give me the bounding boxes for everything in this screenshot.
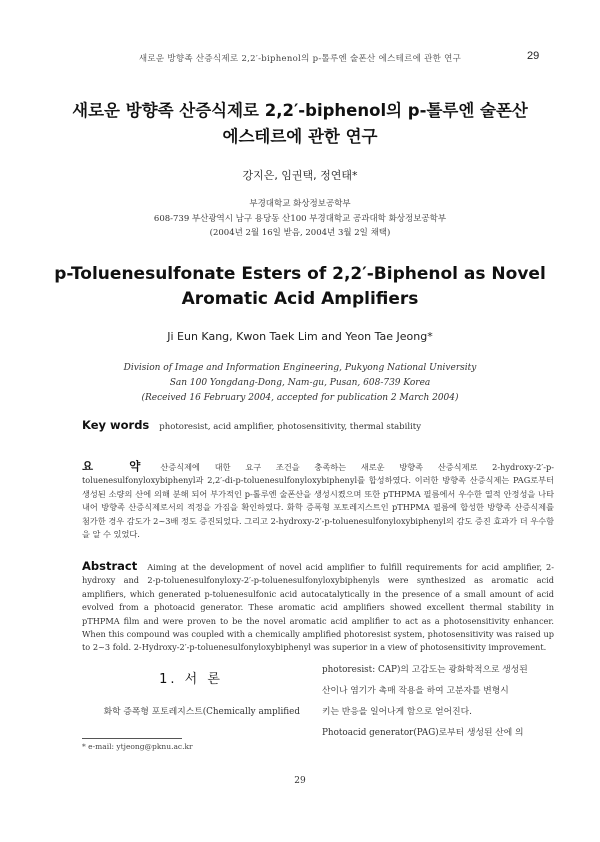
english-title-line1: p-Toluenesulfonate Esters of 2,2′-Biphenol as Novel [54, 264, 546, 284]
body-right-line: Photoacid generator(PAG)로부터 생성된 산에 의 [322, 728, 524, 738]
page-number-top: 29 [527, 50, 540, 62]
english-affiliation-address: San 100 Yongdang-Dong, Nam-gu, Pusan, 608-739 Korea [169, 378, 431, 388]
running-head: 새로운 방향족 산증식제로 2,2′-biphenol의 p-톨루엔 술폰산 에스테르에 관한 연구 [138, 54, 462, 64]
section-heading-introduction: 1. 서 론 [159, 672, 223, 687]
korean-title [40, 98, 560, 150]
korean-abstract-text: 산증식제에 대한 요구 조건을 충족하는 새로운 방향족 산증식제로 2-hydroxy-2′-p- toluenesulfonyloxybiphenyl과 2,2′-di-p-toluenesulfonyloxybiphenyl를 합성하였다. 이러한 방향족 산증식제는 PAG로부터 생성된 소량의 산에 의해 분해 되어 부가적인 p-톨루엔 술폰산을 생성시켰으며 또한 pTHPMA 필름에서 우수한 열적 안정성을 나타내어 방향족 산증식제로서의 적정을 가짐을 확인하였다. 화학 증폭형 포토레지스트인 pTHPMA 필름에 합성한 방향족 산증식제를 첨가한 경우 감도가 2~3배 정도 증진되었다. 그리고 2-hydroxy-2′-p-toluenesulfonyloxybiphenyl의 감도 증진 효과가 더 우수함을 알 수 있었다. [82, 462, 554, 540]
keywords-text: photoresist, acid amplifier, photosensitivity, thermal stability [159, 422, 421, 432]
page-number-bottom: 29 [294, 776, 306, 786]
body-right-line: 키는 반응을 일어나게 함으로 얻어진다. [322, 707, 472, 717]
body-right-line: 산이나 염기가 촉매 작용을 하여 고분자를 변형시 [322, 686, 509, 696]
korean-affiliation [0, 197, 600, 241]
footnote-email: * e-mail: ytjeong@pknu.ac.kr [82, 742, 193, 751]
english-title [40, 262, 560, 312]
english-title-line2: Aromatic Acid Amplifiers [181, 289, 419, 309]
english-abstract-label: Abstract [82, 559, 138, 573]
english-abstract-text: Aiming at the development of novel acid amplifier to fulfill requirements for acid amplifier, 2-hydroxy and 2-p-toluenesulfonyloxy-2′-p-toluenesulfonyloxybiphenyls were synthesized as aromatic acid amplifiers, which generated p-toluenesulfonic acid autocatalytically in the presence of a small amount of acid evolved from a photoacid generator. These aromatic acid amplifiers showed excellent thermal stability in pTHPMA film and were proven to be the novel aromatic acid amplifier to act as a photosensitivity enhancer. When this compound was coupled with a chemically amplified photoresist system, photosensitivity was raised up to 2~3 fold. 2-Hydroxy-2′-p-toluenesulfonyloxybiphenyl was superior in a view of photosensitivity improvement. [82, 562, 554, 653]
body-right-line: photoresist: CAP)의 고감도는 광화학적으로 생성된 [322, 665, 528, 675]
korean-title-line1: 새로운 방향족 산증식제로 2,2′-biphenol의 p-톨루엔 술폰산 [72, 101, 528, 120]
body-text-right-column [322, 660, 554, 744]
english-affiliation-dept: Division of Image and Information Engineering, Pukyong National University [123, 363, 477, 373]
korean-affiliation-dept: 부경대학교 화상정보공학부 [249, 199, 351, 209]
keywords [82, 418, 562, 432]
english-affiliation-dates: (Received 16 February 2004, accepted for publication 2 March 2004) [141, 393, 459, 403]
english-abstract [82, 560, 554, 655]
keywords-label: Key words [82, 418, 150, 432]
korean-affiliation-dates: (2004년 2월 16일 받음, 2004년 3월 2일 채택) [209, 228, 391, 238]
korean-abstract-label: 요 약 [82, 459, 151, 473]
english-affiliation [0, 361, 600, 406]
footnote-divider [82, 738, 182, 739]
english-authors: Ji Eun Kang, Kwon Taek Lim and Yeon Tae Jeong* [167, 330, 433, 343]
korean-abstract [82, 460, 554, 541]
korean-title-line2: 에스테르에 관한 연구 [222, 127, 378, 146]
korean-authors: 강지은, 임권택, 정연태* [242, 169, 358, 182]
body-text-left-column: 화학 증폭형 포토레지스트(Chemically amplified [103, 707, 300, 717]
korean-affiliation-address: 608-739 부산광역시 남구 용당동 산100 부경대학교 공과대학 화상정보공학부 [153, 213, 447, 224]
